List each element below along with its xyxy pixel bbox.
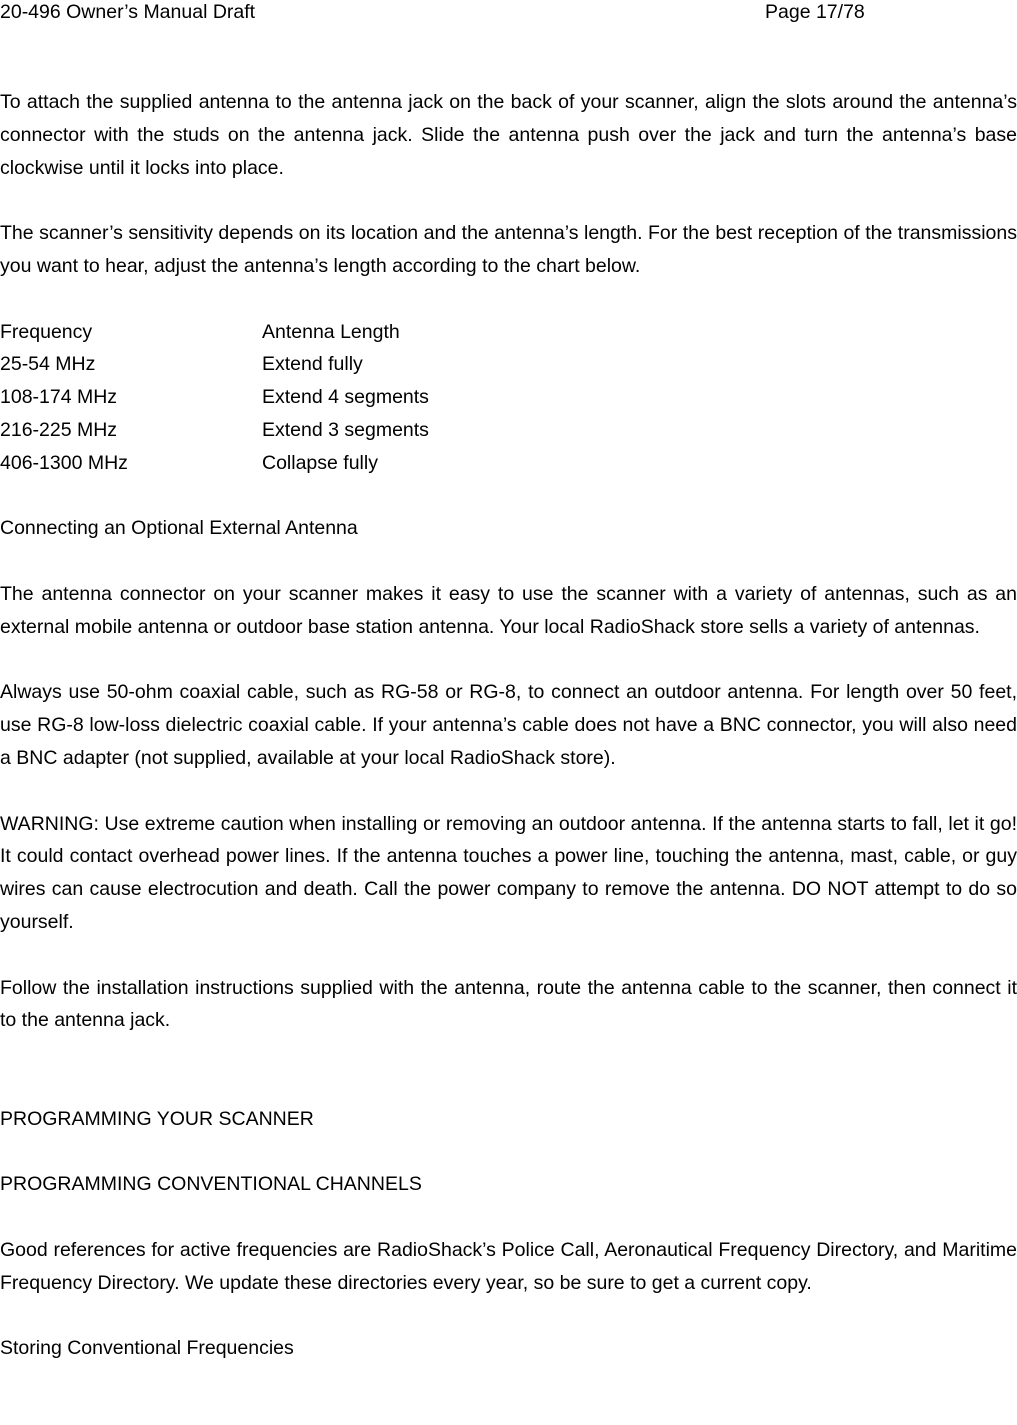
- section-heading-storing-frequencies: Storing Conventional Frequencies: [0, 1337, 294, 1360]
- section-heading-external-antenna: Connecting an Optional External Antenna: [0, 517, 358, 540]
- page-body: [0, 86, 1017, 1398]
- paragraph-antenna-connector: The antenna connector on your scanner makes it easy to use the scanner with a variety of antennas, such as an external mobile antenna or outdoor base station antenna. Your local RadioShack store sells a variety of antennas.: [0, 582, 1017, 638]
- paragraph-warning: WARNING: Use extreme caution when installing or removing an outdoor antenna. If the antenna starts to fall, let it go! It could contact overhead power lines. If the antenna touches a power line, touching the antenna, mast, cable, or guy wires can cause electrocution and death. Call the power company to remove the antenna. DO NOT attempt to do so yourself.: [0, 812, 1017, 933]
- spacer: [0, 1070, 1017, 1103]
- frequency-cell: 25-54 MHz: [0, 353, 96, 376]
- table-row: [0, 414, 1017, 447]
- table-header-row: [0, 316, 1017, 349]
- frequency-cell: 108-174 MHz: [0, 386, 118, 409]
- section-heading-conventional-channels: PROGRAMMING CONVENTIONAL CHANNELS: [0, 1173, 422, 1196]
- paragraph-installation: Follow the installation instructions supplied with the antenna, route the antenna cable to the scanner, then connect it to the antenna jack.: [0, 976, 1017, 1032]
- frequency-cell: 406-1300 MHz: [0, 451, 128, 474]
- column-header-frequency: Frequency: [0, 320, 93, 343]
- length-cell: Collapse fully: [262, 451, 378, 474]
- antenna-length-table: [0, 316, 1017, 480]
- paragraph-coaxial-cable: Always use 50-ohm coaxial cable, such as RG-58 or RG-8, to connect an outdoor antenna. For length over 50 feet, use RG-8 low-loss dielectric coaxial cable. If your antenna’s cable does not have a BNC connector, you will also need a BNC adapter (not supplied, available at your local RadioShack store).: [0, 681, 1017, 769]
- frequency-cell: 216-225 MHz: [0, 418, 118, 441]
- document-title: 20-496 Owner’s Manual Draft: [0, 1, 256, 23]
- chapter-heading-programming: PROGRAMMING YOUR SCANNER: [0, 1107, 314, 1130]
- length-cell: Extend fully: [262, 353, 363, 376]
- paragraph-frequency-references: Good references for active frequencies are RadioShack’s Police Call, Aeronautical Frequency Directory, and Maritime Frequency Directory. We update these directories every year, so be sure to get a current copy.: [0, 1238, 1017, 1294]
- table-row: [0, 348, 1017, 381]
- table-row: [0, 447, 1017, 480]
- length-cell: Extend 4 segments: [262, 386, 429, 409]
- paragraph-sensitivity: The scanner’s sensitivity depends on its location and the antenna’s length. For the best reception of the transmissions you want to hear, adjust the antenna’s length according to the chart below.: [0, 222, 1017, 277]
- table-row: [0, 381, 1017, 414]
- length-cell: Extend 3 segments: [262, 418, 429, 441]
- column-header-length: Antenna Length: [262, 320, 400, 343]
- page-number: Page 17/78: [765, 1, 865, 23]
- page-header: [0, 0, 1017, 26]
- paragraph-attach-antenna: To attach the supplied antenna to the antenna jack on the back of your scanner, align the slots around the antenna’s connector with the studs on the antenna jack. Slide the antenna push over the jack and turn the antenna’s base clockwise until it locks into place.: [0, 91, 1017, 179]
